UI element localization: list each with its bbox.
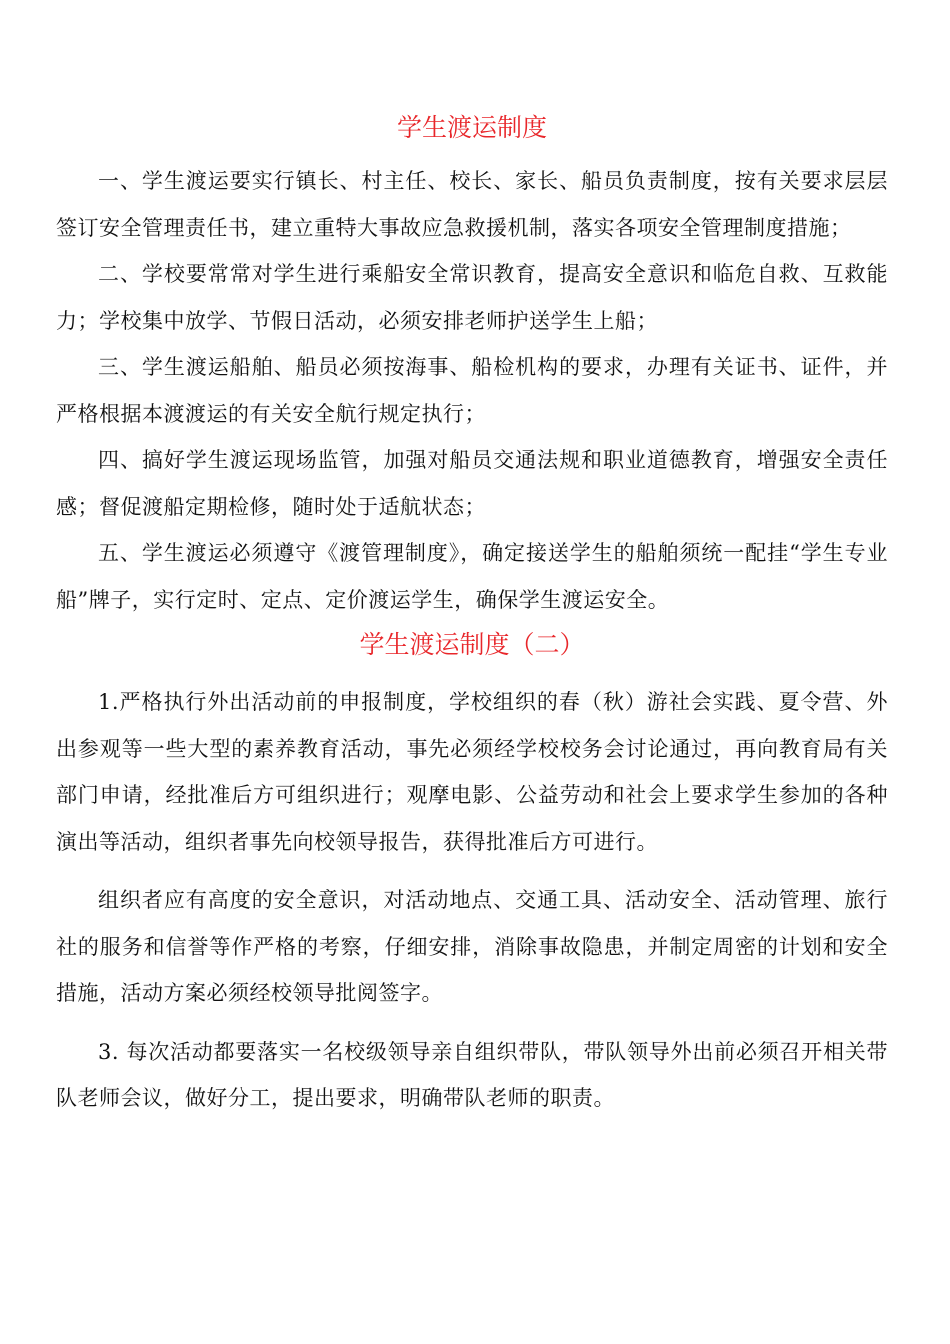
section1-paragraph-4: 四、搞好学生渡运现场监管，加强对船员交通法规和职业道德教育，增强安全责任感；督促渡船定期检修，随时处于适航状态； [56,448,888,519]
section2-paragraph-1: 1.严格执行外出活动前的申报制度，学校组织的春（秋）游社会实践、夏令营、外出参观等一些大型的素养教育活动，事先必须经学校校务会讨论通过，再向教育局有关部门申请，经批准后方可组织进行；观摩电影、公益劳动和社会上要求学生参加的各种演出等活动，组织者事先向校领导报告，获得批准后方可进行。 [56,690,888,854]
section1-paragraph-5: 五、学生渡运必须遵守《渡管理制度》，确定接送学生的船舶须统一配挂“学生专业船”牌子，实行定时、定点、定价渡运学生，确保学生渡运安全。 [56,541,888,612]
section1-paragraph-2: 二、学校要常常对学生进行乘船安全常识教育，提高安全意识和临危自救、互救能力；学校集中放学、节假日活动，必须安排老师护送学生上船； [56,262,888,333]
section2-title: 学生渡运制度（二） [359,630,585,659]
section1-paragraph-3: 三、学生渡运船舶、船员必须按海事、船检机构的要求，办理有关证书、证件，并严格根据本渡渡运的有关安全航行规定执行； [56,355,888,426]
section1-title: 学生渡运制度 [396,113,547,142]
section2-paragraph-3: 3. 每次活动都要落实一名校级领导亲自组织带队，带队领导外出前必须召开相关带队老师会议，做好分工，提出要求，明确带队老师的职责。 [56,1039,888,1110]
section2-paragraph-2: 组织者应有高度的安全意识，对活动地点、交通工具、活动安全、活动管理、旅行社的服务和信誉等作严格的考察，仔细安排，消除事故隐患，并制定周密的计划和安全措施，活动方案必须经校领导批阅签字。 [56,888,888,1005]
section1-paragraph-1: 一、学生渡运要实行镇长、村主任、校长、家长、船员负责制度，按有关要求层层签订安全管理责任书，建立重特大事故应急救援机制，落实各项安全管理制度措施； [56,169,888,240]
document-content [56,108,888,1122]
